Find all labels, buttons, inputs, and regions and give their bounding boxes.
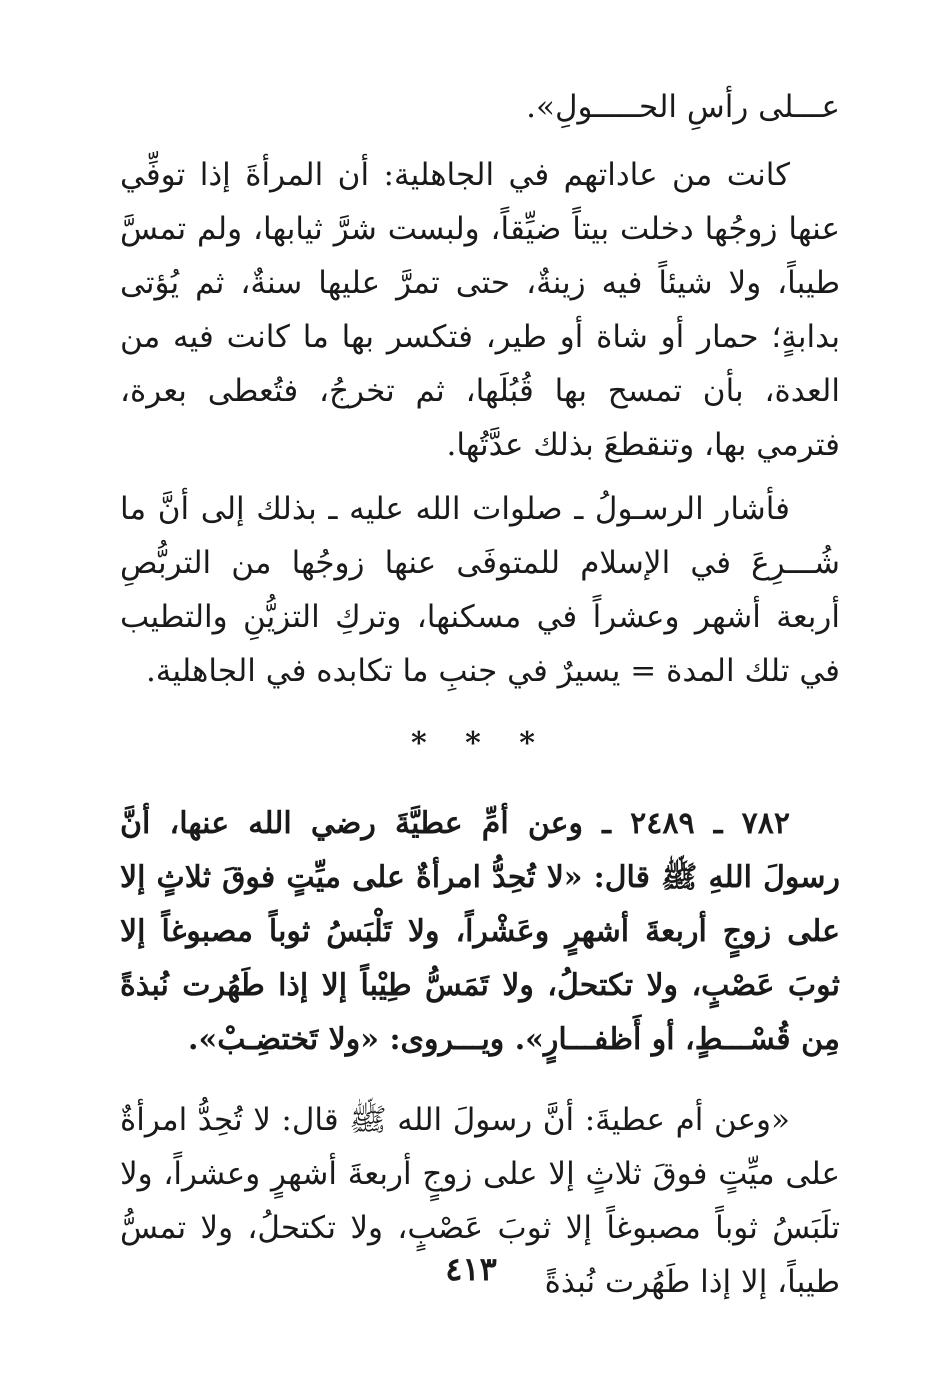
page-number: ٤١٣ [445, 1250, 497, 1288]
paragraph-intro-end: عـــلى رأسِ الحـــــولِ». [526, 89, 840, 125]
hadith-text: ٧٨٢ ـ ٢٤٨٩ ـ وعن أمِّ عطيَّةَ رضي الله عنها، أنَّ رسولَ اللهِ ﷺ قال: «لا تُحِدُّ امرأةٌ على ميِّتٍ فوقَ ثلاثٍ إلا على زوجٍ أربعةَ أشهرٍ وعَشْراً، ولا تَلْبَسُ ثوباً مصبوغاً إلا ثوبَ عَصْبٍ، ولا تكتحلُ، ولا تَمَسُّ طِيْباً إلا إذا طَهُرت نُبذةً مِن قُسْـــطٍ، أو أَظفـــارٍ». ويـــروى: «ولا تَختضِـبْ». [120, 806, 840, 1057]
paragraph-commentary: «وعن أم عطيةَ: أنَّ رسولَ الله ﷺ قال: لا تُحِدُّ امرأةٌ على ميِّتٍ فوقَ ثلاثٍ إلا على زوجٍ أربعةَ أشهرٍ وعشراً، ولا تلَبَسُ ثوباً مصبوغاً إلا ثوبَ عَصْبٍ، ولا تكتحلُ، ولا تمسُّ طيباً، إلا إذا طَهُرت نُبذةً [120, 1102, 840, 1300]
section-separator: * * * [411, 726, 549, 761]
paragraph-islamic-ruling: فأشار الرسـولُ ـ صلوات الله عليه ـ بذلك إلى أنَّ ما شُـــرِعَ في الإسلام للمتوفَى عنها زوجُها من التربُّصِ أربعة أشهر وعشراً في مسكنها، وتركِ التزيُّنِ والتطيب في تلك المدة = يسيرٌ في جنبِ ما تكابده في الجاهلية. [120, 491, 840, 689]
paragraph-jahiliyyah-customs: كانت من عاداتهم في الجاهلية: أن المرأةَ إذا توفِّي عنها زوجُها دخلت بيتاً ضيِّقاً، ولبست شرَّ ثيابها، ولم تمسَّ طيباً، ولا شيئاً فيه زينةٌ، حتى تمرَّ عليها سنةٌ، ثم يُؤتى بدابةٍ؛ حمار أو شاة أو طير، فتكسر بها ما كانت فيه من العدة، بأن تمسح بها قُبُلَها، ثم تخرجُ، فتُعطى بعرة، فترمي بها، وتنقطعَ بذلك عدَّتُها. [120, 157, 840, 463]
page-body [120, 80, 840, 1309]
